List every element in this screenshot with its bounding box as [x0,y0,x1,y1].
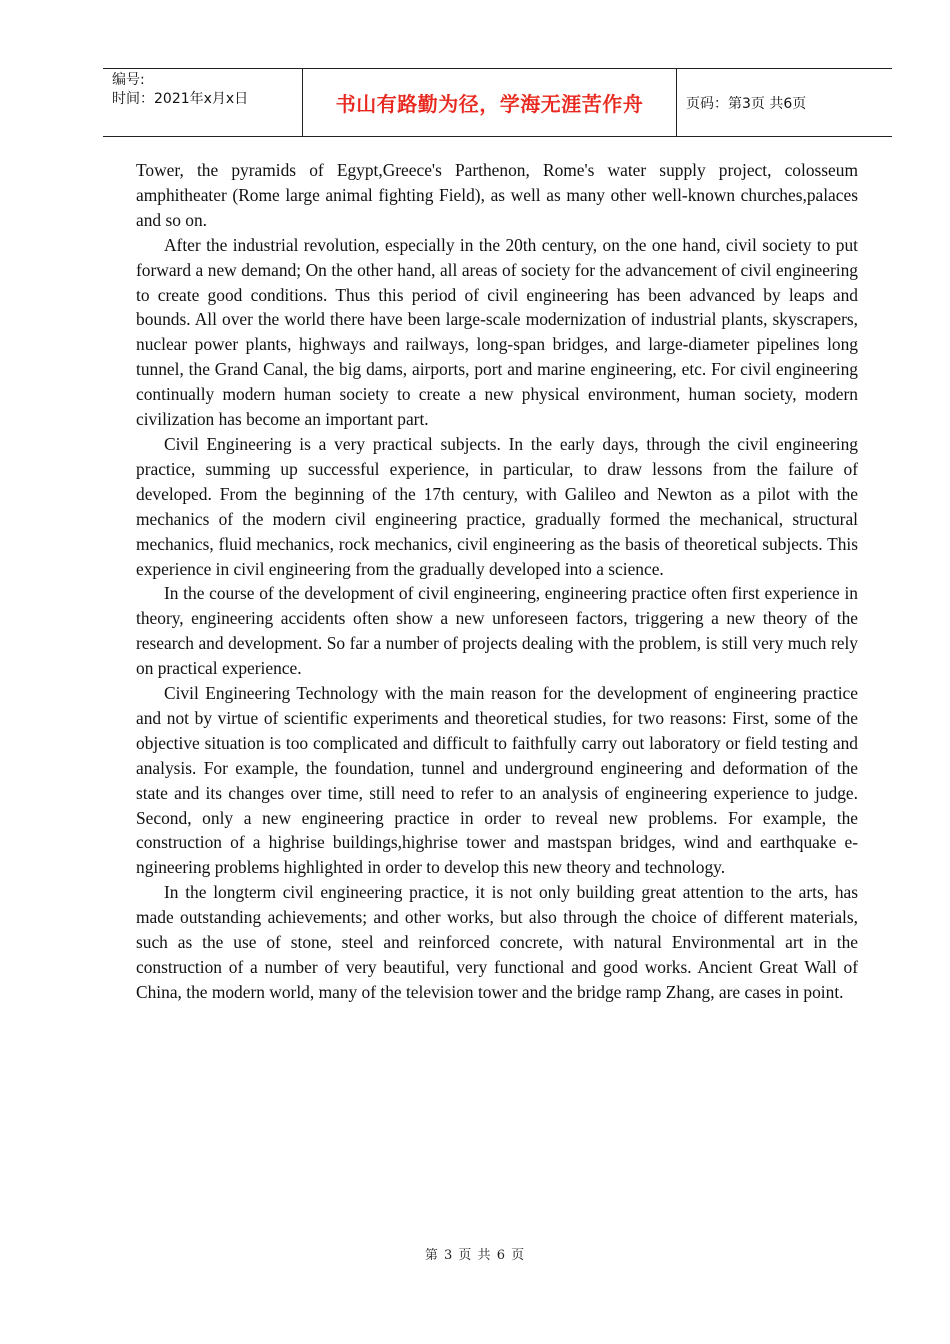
document-body [136,158,858,1005]
header-motto: 书山有路勤为径，学海无涯苦作舟 [303,69,677,136]
page-header [103,68,892,137]
header-meta [103,69,303,136]
paragraph: Civil Engineering Technology with the main reason for the development of engineering practice and not by virtue of scientific experiments and theoretical studies, for two reasons: First, some of the objective situation is too complicated and difficult to faithfully carry out laboratory or field testing and analysis. For example, the foundation, tunnel and underground engineering and deformation of the state and its changes over time, still need to refer to an analysis of engineering experience to judge. Second, only a new engineering practice in order to reveal new problems. For example, the construction of a highrise buildings,highrise tower and mastspan bridges, wind and earthquake e- ngineering problems highlighted in order to develop this new theory and technology. [136,683,858,878]
paragraph: Civil Engineering is a very practical subjects. In the early days, through the civil engineering practice, summing up successful experience, in particular, to draw lessons from the failure of developed. From the beginning of the 17th century, with Galileo and Newton as a pilot with the mechanics of the modern civil engineering practice, gradually formed the mechanical, structural mechanics, fluid mechanics, rock mechanics, civil engineering as the basis of theoretical subjects. This experience in civil engineering from the gradually developed into a science. [136,433,858,579]
header-page-code: 页码：第3页 共6页 [686,95,807,112]
time-label: 时间：2021年x月x日 [112,91,249,107]
paragraph: After the industrial revolution, especially in the 20th century, on the one hand, civil society to put forward a new demand; On the other hand, all areas of society for the advancement of civil engineering to create good conditions. Thus this period of civil engineering has been advanced by leaps and bounds. All over the world there have been large-scale modernization of industrial plants, skyscrapers, nuclear power plants, highways and railways, long-span bridges, and large-diameter pipelines long tunnel, the Grand Canal, the big dams, airports, port and marine engineering, etc. For civil engineering continually modern human society to create a new physical environment, human society, modern civilization has become an important part. [136,234,858,430]
number-label: 编号: [112,72,145,88]
paragraph: In the course of the development of civil engineering, engineering practice often first experience in theory, engineering accidents often show a new unforeseen factors, triggering a new theory of the research and development. So far a number of projects dealing with the problem, is still very much rely on practical experience. [136,583,858,679]
paragraph: In the longterm civil engineering practice, it is not only building great attention to the arts, has made outstanding achievements; and other works, but also through the choice of different materials, such as the use of stone, steel and reinforced concrete, with natural Environmental art in the construction of a number of very beautiful, very functional and good works. Ancient Great Wall of China, the modern world, many of the television tower and the bridge ramp Zhang, are cases in point. [136,882,858,1002]
paragraph: Tower, the pyramids of Egypt,Greece's Parthenon, Rome's water supply project, colosseum amphitheater (Rome large animal fighting Field), as well as many other well-known churches,palaces and so on. [136,160,858,230]
page-footer: 第 3 页 共 6 页 [424,1248,526,1263]
